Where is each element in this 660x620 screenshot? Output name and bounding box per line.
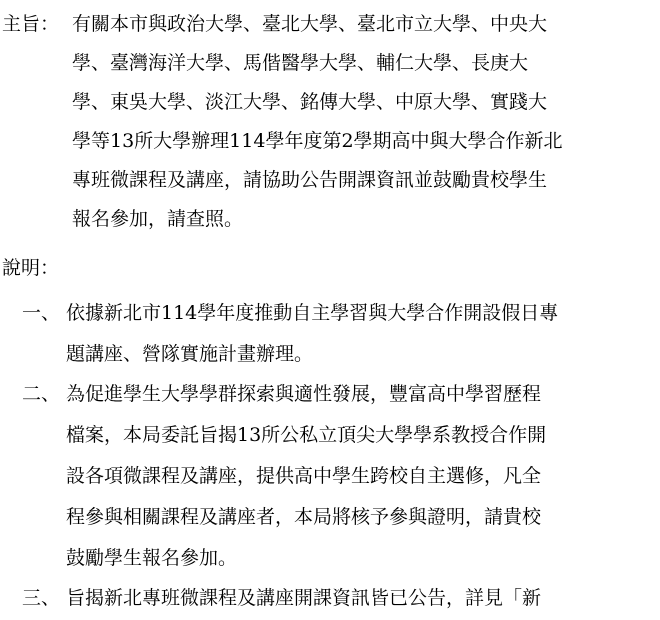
- subject-line: 學、東吳大學、淡江大學、銘傳大學、中原大學、實踐大: [72, 91, 548, 113]
- item-line: 依據新北市114學年度推動自主學習與大學合作開設假日專: [66, 302, 559, 324]
- subject-line: 有關本市與政治大學、臺北大學、臺北市立大學、中央大: [72, 13, 548, 35]
- item-line: 檔案，本局委託旨揭13所公私立頂尖大學學系教授合作開: [66, 424, 547, 446]
- subject-line: 學等13所大學辦理114學年度第2學期高中與大學合作新北: [72, 130, 563, 152]
- item-line: 旨揭新北專班微課程及講座開課資訊皆已公告，詳見「新: [66, 587, 542, 609]
- explanation-label: 說明：: [2, 257, 60, 279]
- subject-line: 學、臺灣海洋大學、馬偕醫學大學、輔仁大學、長庚大: [72, 52, 529, 74]
- item-line: 鼓勵學生報名參加。: [66, 547, 238, 569]
- item-marker: 一、: [22, 302, 61, 324]
- subject-line: 報名參加，請查照。: [72, 208, 244, 230]
- item-line: 題講座、營隊實施計畫辦理。: [66, 343, 314, 365]
- subject-label: 主旨：: [2, 13, 60, 35]
- item-marker: 三、: [22, 587, 61, 609]
- item-marker: 二、: [22, 383, 61, 405]
- subject-line: 專班微課程及講座，請協助公告開課資訊並鼓勵貴校學生: [72, 169, 548, 191]
- item-line: 程參與相關課程及講座者，本局將核予參與證明，請貴校: [66, 506, 542, 528]
- item-line: 為促進學生大學學群探索與適性發展，豐富高中學習歷程: [66, 383, 542, 405]
- item-line: 設各項微課程及講座，提供高中學生跨校自主選修，凡全: [66, 465, 542, 487]
